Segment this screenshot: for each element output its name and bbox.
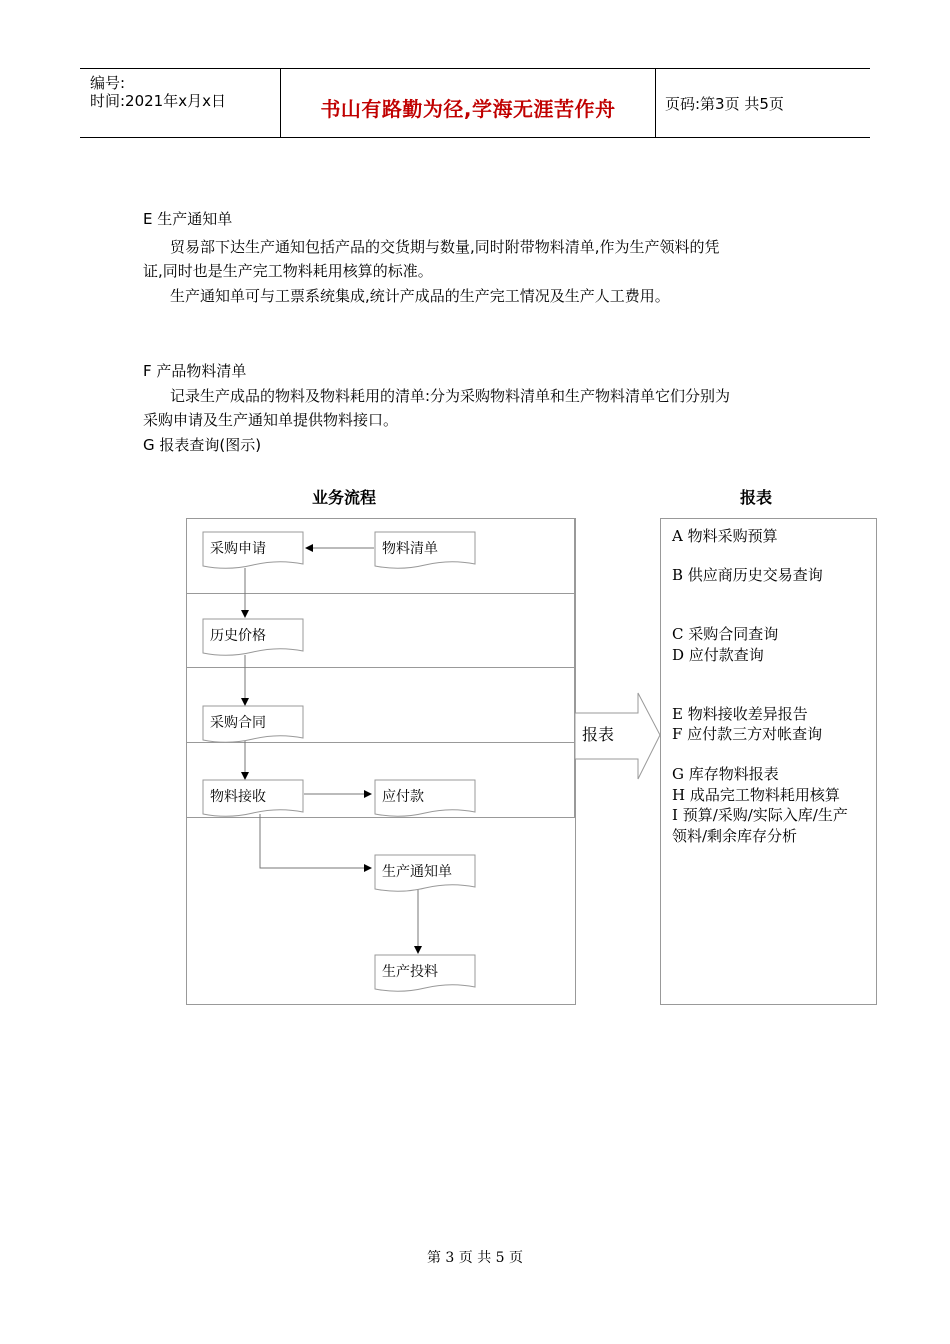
section-e-paragraph-2: 生产通知单可与工票系统集成,统计产成品的生产完工情况及生产人工费用。 (170, 287, 670, 305)
node-material-receipt (202, 779, 302, 813)
node-purchase-request-label: 采购申请 (210, 541, 266, 557)
flow-title: 业务流程 (312, 488, 377, 507)
node-production-input (374, 954, 474, 988)
header-motto: 书山有路勤为径,学海无涯苦作舟 (320, 97, 616, 121)
report-item: C 采购合同查询 (672, 625, 779, 643)
report-item: I 预算/采购/实际入库/生产 (672, 806, 848, 824)
report-item: F 应付款三方对帐查询 (672, 725, 823, 743)
node-material-receipt-label: 物料接收 (210, 789, 266, 805)
header-page-number: 页码:第3页 共5页 (665, 95, 784, 113)
section-f-paragraph-line-2: 采购申请及生产通知单提供物料接口。 (143, 411, 399, 429)
node-bom (374, 531, 474, 565)
section-e-title: E 生产通知单 (143, 210, 233, 228)
header-time: 时间:2021年x月x日 (90, 92, 226, 110)
reports-title: 报表 (740, 488, 773, 507)
report-item: D 应付款查询 (672, 646, 764, 664)
report-item: B 供应商历史交易查询 (672, 566, 823, 584)
node-payable-label: 应付款 (382, 789, 424, 805)
section-f-paragraph-line-1: 记录生产成品的物料及物料耗用的清单:分为采购物料清单和生产物料清单它们分别为 (170, 387, 731, 405)
report-item: G 库存物料报表 (672, 765, 779, 783)
node-production-notice (374, 854, 474, 888)
report-arrow-label: 报表 (582, 725, 615, 744)
section-f-title: F 产品物料清单 (143, 362, 247, 380)
node-bom-label: 物料清单 (382, 541, 438, 557)
report-item: H 成品完工物料耗用核算 (672, 786, 840, 804)
section-g-title: G 报表查询(图示) (143, 436, 262, 454)
header-number: 编号: (90, 74, 126, 92)
report-item: A 物料采购预算 (672, 527, 778, 545)
node-purchase-contract-label: 采购合同 (210, 715, 266, 731)
node-purchase-request (202, 531, 302, 565)
node-history-price (202, 618, 302, 652)
node-production-notice-label: 生产通知单 (382, 864, 452, 880)
node-history-price-label: 历史价格 (210, 628, 266, 644)
page-footer: 第 3 页 共 5 页 (426, 1250, 524, 1266)
node-payable (374, 779, 474, 813)
section-e-paragraph-1-line-1: 贸易部下达生产通知包括产品的交货期与数量,同时附带物料清单,作为生产领料的凭 (170, 238, 720, 256)
section-e-paragraph-1-line-2: 证,同时也是生产完工物料耗用核算的标准。 (143, 262, 433, 280)
report-item: 领料/剩余库存分析 (672, 827, 798, 845)
node-purchase-contract (202, 705, 302, 739)
node-production-input-label: 生产投料 (382, 964, 438, 980)
report-item: E 物料接收差异报告 (672, 705, 808, 723)
